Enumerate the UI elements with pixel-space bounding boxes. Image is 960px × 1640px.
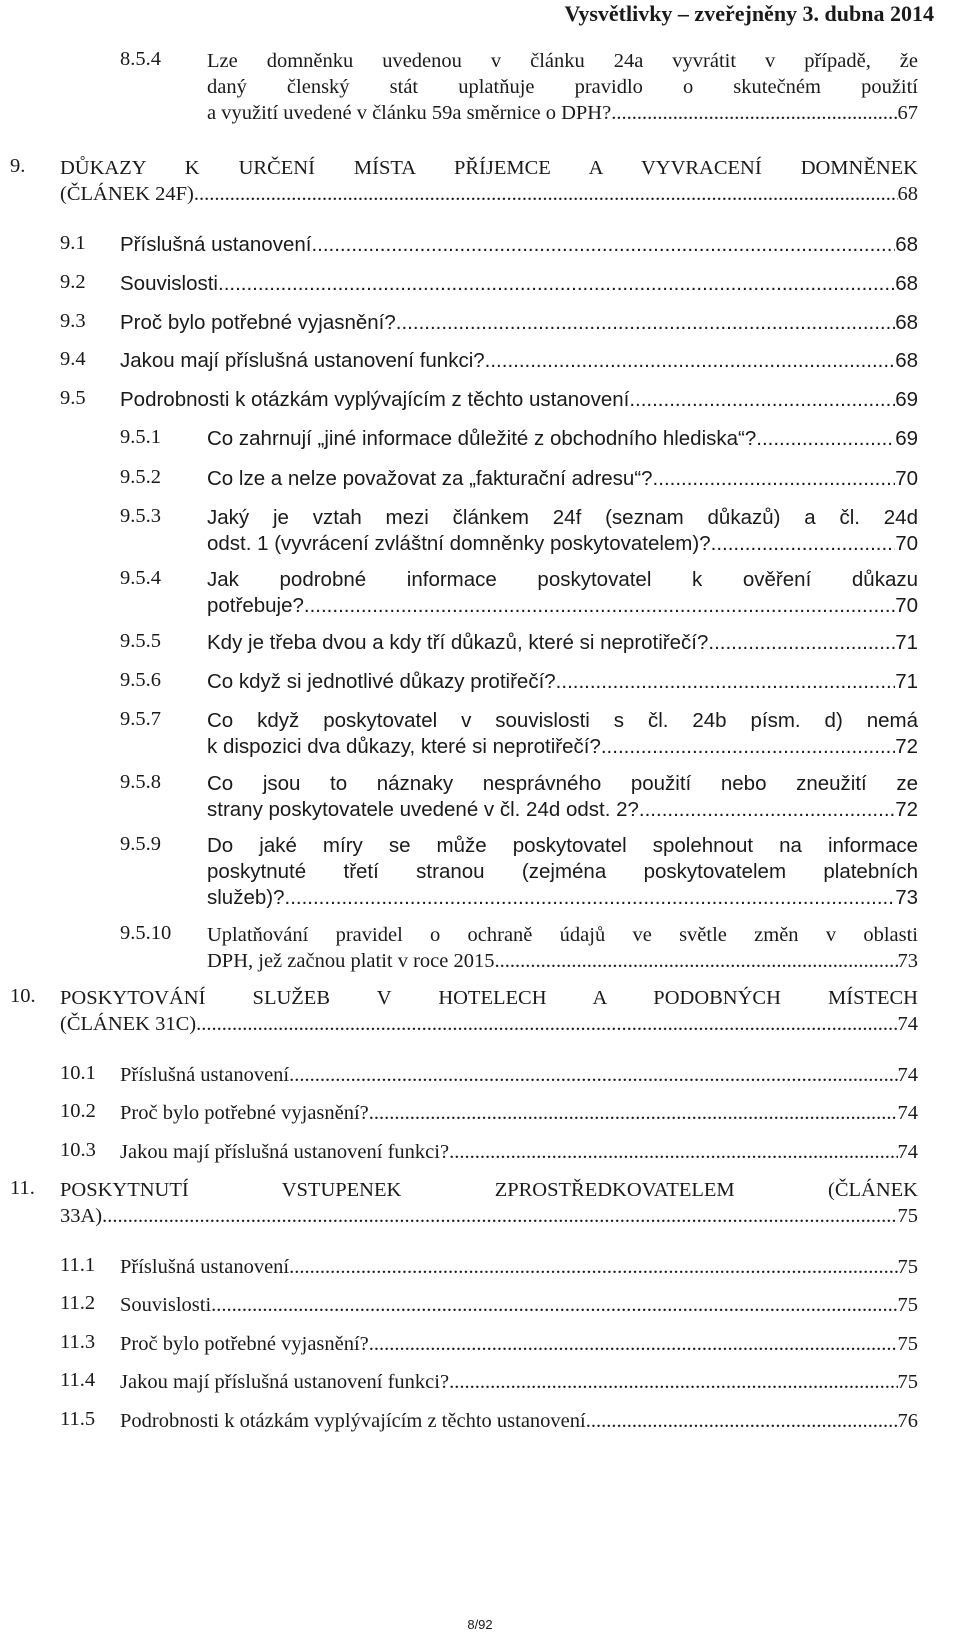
toc-page-number: 76 — [897, 1410, 918, 1432]
toc-entry-last-line — [60, 181, 918, 207]
toc-entry-title — [207, 630, 918, 656]
dot-leader — [601, 734, 895, 760]
dot-leader — [194, 181, 898, 207]
toc-entry-title — [207, 833, 918, 911]
toc-entry-last-line — [120, 310, 918, 336]
toc-entry-number: 9.5.7 — [120, 708, 161, 730]
toc-entry-title — [60, 1177, 918, 1229]
dot-leader — [449, 1139, 897, 1165]
toc-page-number: 75 — [897, 1205, 918, 1227]
toc-entry-line: Co když poskytovatel v souvislosti s čl. 24b písm. d) nemá — [207, 709, 918, 732]
toc-page-number: 70 — [895, 532, 918, 555]
toc-page-number: 75 — [897, 1371, 918, 1393]
toc-entry-number: 11. — [10, 1177, 35, 1199]
toc-entry-number: 9.5.4 — [120, 567, 161, 589]
toc-entry-text: Podrobnosti k otázkám vyplývajícím z těchto ustanovení — [120, 1410, 586, 1432]
toc-entry-last-line — [120, 1254, 918, 1280]
dot-leader — [711, 531, 896, 557]
toc-entry-title — [120, 1331, 918, 1357]
toc-page-number: 74 — [897, 1013, 918, 1035]
toc-entry-title — [120, 1369, 918, 1395]
toc-entry-last-line — [120, 1139, 918, 1165]
toc-entry-text: Jakou mají příslušná ustanovení funkci? — [120, 1141, 450, 1163]
toc-entry-text: Proč bylo potřebné vyjasnění? — [120, 1333, 369, 1355]
toc-entry-text: DPH, jež začnou platit v roce 2015 — [207, 950, 495, 972]
toc-entry-last-line — [120, 1369, 918, 1395]
dot-leader — [494, 948, 897, 974]
toc-page-number: 71 — [895, 670, 918, 693]
toc-entry-text: Příslušná ustanovení — [120, 1256, 290, 1278]
toc-entry-last-line — [207, 734, 918, 760]
toc-entry-number: 9.3 — [60, 310, 86, 332]
toc-entry-title — [120, 1254, 918, 1280]
toc-entry-text: k dispozici dva důkazy, které si neprotiřečí? — [207, 735, 601, 758]
toc-entry-line: POSKYTOVÁNÍ SLUŽEB V HOTELECH A PODOBNÝCH MÍSTECH — [60, 987, 918, 1009]
dot-leader — [485, 348, 896, 374]
toc-entry-last-line — [207, 593, 918, 619]
toc-page-number: 70 — [895, 467, 918, 490]
toc-entry-last-line — [207, 797, 918, 823]
dot-leader — [289, 1062, 897, 1088]
toc-entry-last-line — [207, 100, 918, 126]
toc-entry-text: (ČLÁNEK 24F) — [60, 183, 194, 205]
toc-entry-title — [207, 771, 918, 823]
toc-entry-title — [120, 1408, 918, 1434]
toc-entry-number: 9. — [10, 155, 26, 177]
toc-entry-title — [207, 669, 918, 695]
toc-entry-last-line — [60, 1011, 918, 1037]
toc-entry-last-line — [207, 885, 918, 911]
toc-entry-text: Jakou mají příslušná ustanovení funkci? — [120, 1371, 450, 1393]
toc-entry-text: Proč bylo potřebné vyjasnění? — [120, 311, 396, 334]
toc-entry-title — [120, 1100, 918, 1126]
toc-entry-last-line — [207, 630, 918, 656]
toc-entry-number: 10.3 — [60, 1139, 96, 1161]
toc-entry-last-line — [120, 1408, 918, 1434]
toc-entry-line: Lze domněnku uvedenou v článku 24a vyvrátit v případě, že — [207, 50, 918, 72]
toc-entry-text: odst. 1 (vyvrácení zvláštní domněnky poskytovatelem)? — [207, 532, 711, 555]
toc-entry-number: 9.5.2 — [120, 466, 161, 488]
toc-entry-text: Příslušná ustanovení — [120, 1064, 290, 1086]
dot-leader — [369, 1100, 898, 1126]
dot-leader — [611, 100, 897, 126]
dot-leader — [211, 1292, 897, 1318]
toc-entry-last-line — [120, 1100, 918, 1126]
toc-entry-last-line — [120, 1331, 918, 1357]
toc-entry-last-line — [120, 387, 918, 413]
toc-entry-line: Do jaké míry se může poskytovatel spolehnout na informace — [207, 834, 918, 857]
dot-leader — [196, 1011, 897, 1037]
toc-entry-title — [207, 426, 918, 452]
toc-page-number: 68 — [897, 183, 918, 205]
dot-leader — [756, 426, 895, 452]
dot-leader — [556, 669, 896, 695]
toc-entry-title — [207, 48, 918, 126]
toc-entry-title — [120, 232, 918, 258]
dot-leader — [639, 797, 895, 823]
toc-entry-number: 9.5.5 — [120, 630, 161, 652]
toc-page-number: 73 — [897, 950, 918, 972]
toc-entry-line: Uplatňování pravidel o ochraně údajů ve světle změn v oblasti — [207, 924, 918, 946]
toc-entry-text: Jakou mají příslušná ustanovení funkci? — [120, 349, 485, 372]
toc-page-number: 68 — [895, 349, 918, 372]
toc-entry-line: POSKYTNUTÍ VSTUPENEK ZPROSTŘEDKOVATELEM (ČLÁNEK — [60, 1179, 918, 1201]
toc-page-number: 69 — [895, 388, 918, 411]
toc-entry-line: Jak podrobné informace poskytovatel k ověření důkazu — [207, 568, 918, 591]
dot-leader — [629, 387, 895, 413]
toc-entry-text: Příslušná ustanovení — [120, 233, 312, 256]
toc-entry-title — [60, 985, 918, 1037]
toc-entry-text: potřebuje? — [207, 594, 304, 617]
toc-entry-line: daný členský stát uplatňuje pravidlo o skutečném použití — [207, 76, 918, 98]
toc-entry-number: 9.1 — [60, 232, 86, 254]
toc-entry-number: 9.4 — [60, 348, 86, 370]
dot-leader — [311, 232, 895, 258]
toc-entry-title — [120, 1292, 918, 1318]
toc-entry-line: Jaký je vztah mezi článkem 24f (seznam důkazů) a čl. 24d — [207, 506, 918, 529]
toc-entry-number: 9.5.10 — [120, 922, 172, 944]
toc-entry-line: Co jsou to náznaky nesprávného použití nebo zneužití ze — [207, 772, 918, 795]
toc-page-number: 70 — [895, 594, 918, 617]
toc-entry-text: Podrobnosti k otázkám vyplývajícím z těchto ustanovení — [120, 388, 630, 411]
dot-leader — [449, 1369, 897, 1395]
toc-entry-number: 8.5.4 — [120, 48, 161, 70]
dot-leader — [289, 1254, 897, 1280]
toc-entry-last-line — [120, 232, 918, 258]
toc-entry-number: 9.5 — [60, 387, 86, 409]
toc-page-number: 71 — [895, 631, 918, 654]
toc-entry-number: 9.5.8 — [120, 771, 161, 793]
toc-entry-last-line — [60, 1203, 918, 1229]
toc-entry-title — [207, 922, 918, 974]
toc-entry-title — [120, 348, 918, 374]
toc-entry-last-line — [207, 531, 918, 557]
dot-leader — [653, 466, 896, 492]
toc-page-number: 73 — [895, 886, 918, 909]
toc-entry-title — [207, 567, 918, 619]
toc-entry-text: a využití uvedené v článku 59a směrnice o DPH? — [207, 102, 612, 124]
toc-page-number: 75 — [897, 1294, 918, 1316]
toc-entry-last-line — [207, 948, 918, 974]
toc-page-number: 69 — [895, 427, 918, 450]
toc-page-number: 72 — [895, 798, 918, 821]
toc-entry-text: Proč bylo potřebné vyjasnění? — [120, 1102, 369, 1124]
toc-page-number: 67 — [897, 102, 918, 124]
toc-entry-text: Co lze a nelze považovat za „fakturační adresu“? — [207, 467, 653, 490]
toc-entry-last-line — [207, 669, 918, 695]
toc-entry-last-line — [207, 466, 918, 492]
toc-entry-text: Kdy je třeba dvou a kdy tří důkazů, které si neprotiřečí? — [207, 631, 709, 654]
toc-page-number: 75 — [897, 1333, 918, 1355]
toc-entry-last-line — [207, 426, 918, 452]
dot-leader — [102, 1203, 897, 1229]
toc-entry-title — [120, 1139, 918, 1165]
toc-entry-last-line — [120, 1292, 918, 1318]
toc-entry-number: 11.5 — [60, 1408, 96, 1430]
page-number: 8/92 — [467, 1617, 493, 1632]
toc-entry-number: 11.2 — [60, 1292, 96, 1314]
dot-leader — [304, 593, 895, 619]
toc-entry-text: (ČLÁNEK 31C) — [60, 1013, 197, 1035]
toc-page-number: 74 — [897, 1102, 918, 1124]
toc-page-number: 75 — [897, 1256, 918, 1278]
toc-entry-line: DŮKAZY K URČENÍ MÍSTA PŘÍJEMCE A VYVRACENÍ DOMNĚNEK — [60, 157, 918, 179]
toc-entry-title — [207, 505, 918, 557]
dot-leader — [285, 885, 896, 911]
toc-entry-number: 10.2 — [60, 1100, 96, 1122]
toc-entry-text: 33A) — [60, 1205, 103, 1227]
toc-page-number: 68 — [895, 272, 918, 295]
toc-entry-last-line — [120, 271, 918, 297]
toc-entry-text: Co zahrnují „jiné informace důležité z obchodního hlediska“? — [207, 427, 757, 450]
toc-entry-number: 9.5.3 — [120, 505, 161, 527]
toc-entry-text: Co když si jednotlivé důkazy protiřečí? — [207, 670, 556, 693]
toc-entry-number: 11.4 — [60, 1369, 96, 1391]
toc-entry-title — [120, 271, 918, 297]
toc-entry-number: 9.5.6 — [120, 669, 161, 691]
dot-leader — [218, 271, 895, 297]
toc-entry-number: 9.5.1 — [120, 426, 161, 448]
toc-entry-number: 10. — [10, 985, 36, 1007]
toc-entry-number: 10.1 — [60, 1062, 96, 1084]
toc-entry-text: Souvislosti — [120, 272, 218, 295]
toc-entry-line: poskytnuté třetí stranou (zejména poskytovatelem platebních — [207, 860, 918, 883]
toc-page-number: 68 — [895, 233, 918, 256]
toc-entry-title — [120, 310, 918, 336]
dot-leader — [708, 630, 895, 656]
toc-entry-last-line — [120, 348, 918, 374]
toc-entry-number: 11.3 — [60, 1331, 96, 1353]
toc-entry-title — [60, 155, 918, 207]
dot-leader — [369, 1331, 898, 1357]
toc-entry-title — [207, 708, 918, 760]
page-header: Vysvětlivky – zveřejněny 3. dubna 2014 — [564, 1, 934, 26]
toc-entry-text: strany poskytovatele uvedené v čl. 24d odst. 2? — [207, 798, 639, 821]
toc-page-number: 74 — [897, 1141, 918, 1163]
toc-entry-number: 11.1 — [60, 1254, 96, 1276]
toc-page-number: 74 — [897, 1064, 918, 1086]
toc-entry-last-line — [120, 1062, 918, 1088]
toc-entry-text: služeb)? — [207, 886, 285, 909]
toc-entry-text: Souvislosti — [120, 1294, 212, 1316]
toc-page-number: 68 — [895, 311, 918, 334]
toc-entry-number: 9.2 — [60, 271, 86, 293]
toc-entry-title — [120, 1062, 918, 1088]
toc-entry-number: 9.5.9 — [120, 833, 161, 855]
dot-leader — [586, 1408, 898, 1434]
toc-page-number: 72 — [895, 735, 918, 758]
toc-entry-title — [207, 466, 918, 492]
dot-leader — [396, 310, 895, 336]
toc-entry-title — [120, 387, 918, 413]
